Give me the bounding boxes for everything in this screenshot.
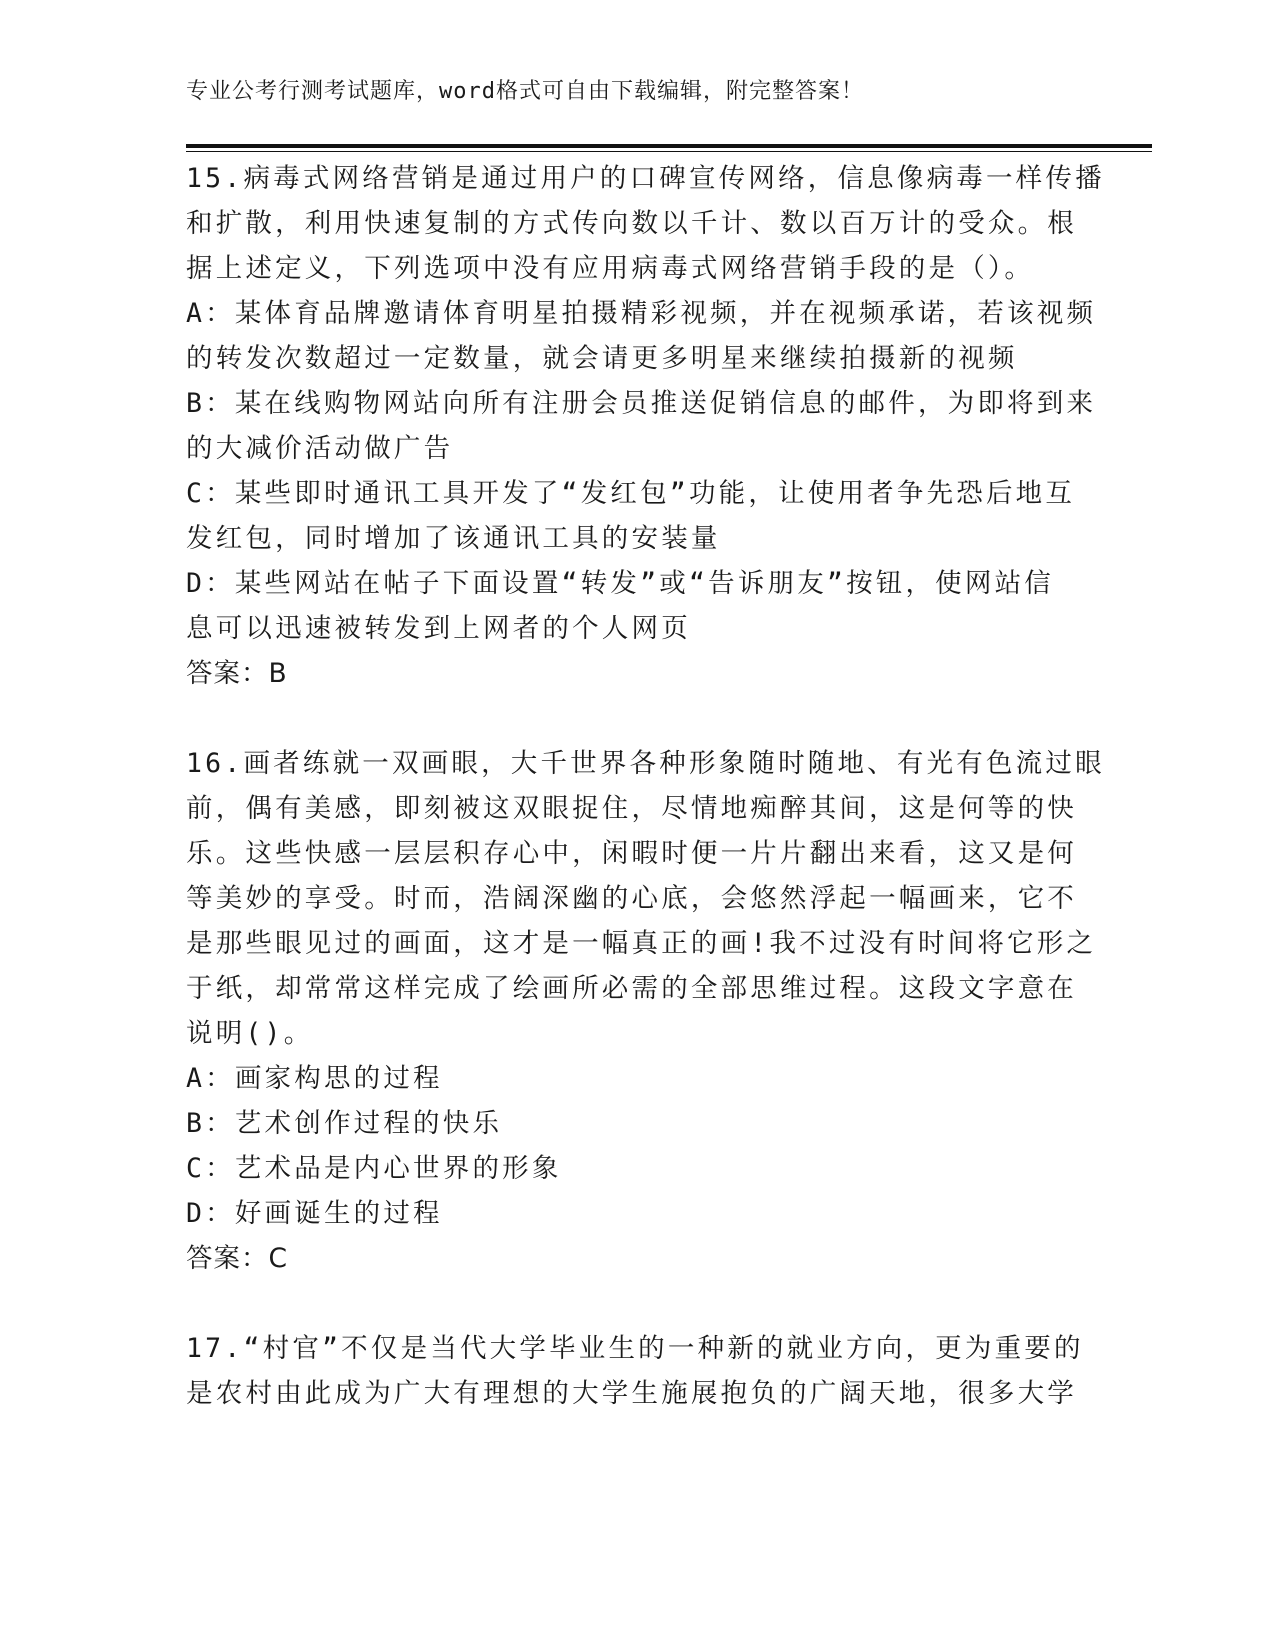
question-stem-line: 是那些眼见过的画面，这才是一幅真正的画!我不过没有时间将它形之 [186,928,1097,959]
question-15 [186,156,1105,696]
option-line: 息可以迅速被转发到上网者的个人网页 [186,613,691,644]
option-line: C：某些即时通讯工具开发了“发红包”功能，让使用者争先恐后地互 [186,478,1076,509]
question-stem-line: 16.画者练就一双画眼，大千世界各种形象随时随地、有光有色流过眼 [186,748,1105,779]
option-line: 的大减价活动做广告 [186,433,454,464]
option-d: D：好画诞生的过程 [186,1198,443,1229]
answer-label: 答案：B [186,658,288,689]
header-rule-thick [186,144,1152,148]
question-stem-line: 前，偶有美感，即刻被这双眼捉住，尽情地痴醉其间，这是何等的快 [186,793,1077,824]
question-17 [186,1326,1086,1416]
option-line: D：某些网站在帖子下面设置“转发”或“告诉朋友”按钮，使网站信 [186,568,1054,599]
question-stem-line: 15.病毒式网络营销是通过用户的口碑宣传网络，信息像病毒一样传播 [186,163,1105,194]
question-stem-line: 是农村由此成为广大有理想的大学生施展抱负的广阔天地，很多大学 [186,1378,1077,1409]
question-stem-line: 说明()。 [186,1018,314,1049]
option-line: 发红包，同时增加了该通讯工具的安装量 [186,523,721,554]
option-d [186,561,1086,651]
question-stem-line: 和扩散，利用快速复制的方式传向数以千计、数以百万计的受众。根 [186,208,1077,239]
question-stem-line: 等美妙的享受。时而，浩阔深幽的心底，会悠然浮起一幅画来，它不 [186,883,1077,914]
question-stem-line: 于纸，却常常这样完成了绘画所必需的全部思维过程。这段文字意在 [186,973,1077,1004]
option-a [186,291,1097,381]
question-list [186,156,1105,1416]
answer-label: 答案：C [186,1243,289,1274]
option-c [186,471,1086,561]
document-header: 专业公考行测考试题库，word格式可自由下载编辑，附完整答案！ [186,79,864,104]
option-b: B：艺术创作过程的快乐 [186,1108,503,1139]
question-spacer [186,696,1086,741]
option-line: A：某体育品牌邀请体育明星拍摄精彩视频，并在视频承诺，若该视频 [186,298,1097,329]
question-stem-line: 据上述定义，下列选项中没有应用病毒式网络营销手段的是（）。 [186,253,1035,284]
question-stem-line: 乐。这些快感一层层积存心中，闲暇时便一片片翻出来看，这又是何 [186,838,1077,869]
header-rule-thin [186,151,1152,152]
question-spacer [186,1281,1086,1326]
option-line: B：某在线购物网站向所有注册会员推送促销信息的邮件，为即将到来 [186,388,1097,419]
option-b [186,381,1097,471]
option-a: A：画家构思的过程 [186,1063,443,1094]
question-stem-line: 17.“村官”不仅是当代大学毕业生的一种新的就业方向，更为重要的 [186,1333,1084,1364]
option-line: 的转发次数超过一定数量，就会请更多明星来继续拍摄新的视频 [186,343,1018,374]
option-c: C：艺术品是内心世界的形象 [186,1153,562,1184]
question-16 [186,741,1105,1281]
